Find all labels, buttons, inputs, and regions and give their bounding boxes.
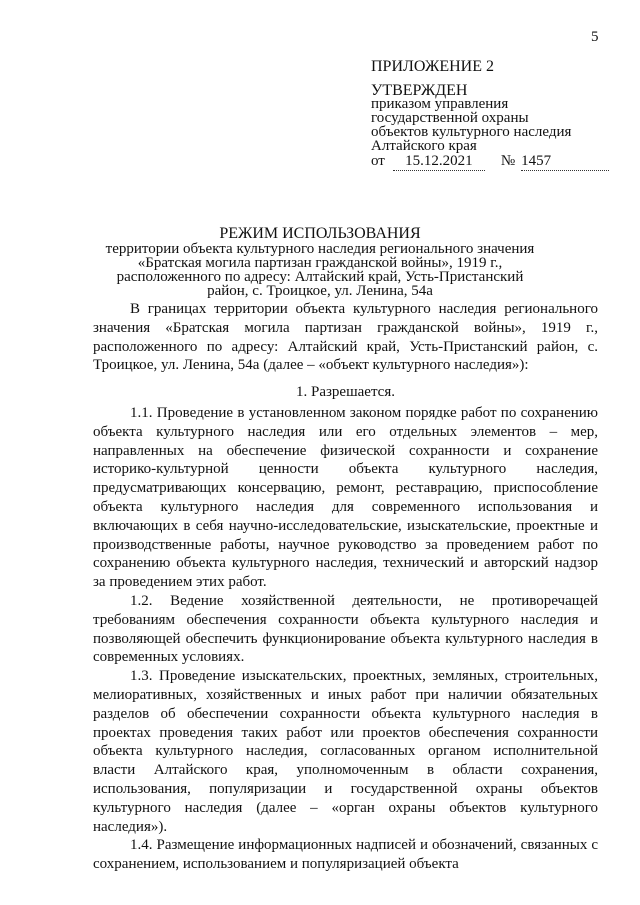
section-heading: 1. Разрешается. xyxy=(296,384,395,401)
document-title-block xyxy=(100,225,540,298)
number-sign: № xyxy=(500,153,516,169)
subtitle-line: расположенного по адресу: Алтайский край, Усть-Пристанский xyxy=(116,269,524,285)
approved-label: УТВЕРЖДЕН xyxy=(371,82,468,99)
order-number: 1457 xyxy=(521,153,609,171)
intro-paragraph: В границах территории объекта культурного наследия регионального значения «Братская могила партизан гражданской войны», 1919 г., расположенного по адресу: Алтайский край, Усть-Пристанский район, с. Троицкое, ул. Ленина, 54а (далее – «объект культурного наследия»): xyxy=(93,301,598,374)
subtitle-line: район, с. Троицкое, ул. Ленина, 54а xyxy=(207,283,433,299)
approval-order-text xyxy=(371,97,571,153)
clause-1-3: 1.3. Проведение изыскательских, проектных, земляных, строительных, мелиоративных, хозяйственных и иных работ при наличии обязательных разделов об обеспечении сохранности объекта культурного наследия в проектах проведения таких работ или проектов обеспечения сохранности объекта культурного наследия, согласованных органом исполнительной власти Алтайского края, уполномоченным в области сохранения, использования, популяризации и государственной охраны объектов культурного наследия (далее – «орган охраны объектов культурного наследия»). xyxy=(93,668,598,835)
document-subtitle xyxy=(100,242,540,298)
order-date: 15.12.2021 xyxy=(393,153,485,171)
order-reference xyxy=(371,153,609,171)
date-prefix: от xyxy=(371,153,385,169)
order-line: объектов культурного наследия xyxy=(371,124,572,140)
subtitle-line: территории объекта культурного наследия регионального значения xyxy=(105,241,535,257)
subtitle-line: «Братская могила партизан гражданской войны», 1919 г., xyxy=(137,255,503,271)
clause-1-1: 1.1. Проведение в установленном законом порядке работ по сохранению объекта культурного наследия или его отдельных элементов – мер, направленных на обеспечение физической сохранности и сохранение историко-культурной ценности объекта культурного наследия, предусматривающих консервацию, ремонт, реставрацию, приспособление объекта культурного наследия для современного использования и включающих в себя научно-исследовательские, изыскательские, проектные и производственные работы, научное руководство за проведением работ по сохранению объекта культурного наследия, технический и авторский надзор за проведением этих работ. xyxy=(93,404,598,591)
order-line: Алтайского края xyxy=(371,138,477,154)
document-body xyxy=(93,300,598,874)
appendix-label: ПРИЛОЖЕНИЕ 2 xyxy=(371,58,495,75)
order-line: государственной охраны xyxy=(371,110,529,126)
clause-1-2: 1.2. Ведение хозяйственной деятельности, не противоречащей требованиям обеспечения сохранности объекта культурного наследия и позволяющей обеспечить функционирование объекта культурного наследия в современных условиях. xyxy=(93,592,598,666)
document-title: РЕЖИМ ИСПОЛЬЗОВАНИЯ xyxy=(219,225,421,242)
order-line: приказом управления xyxy=(371,96,509,112)
clause-1-4: 1.4. Размещение информационных надписей и обозначений, связанных с сохранением, использованием и популяризацией объекта xyxy=(93,837,598,873)
page-number: 5 xyxy=(591,29,599,45)
